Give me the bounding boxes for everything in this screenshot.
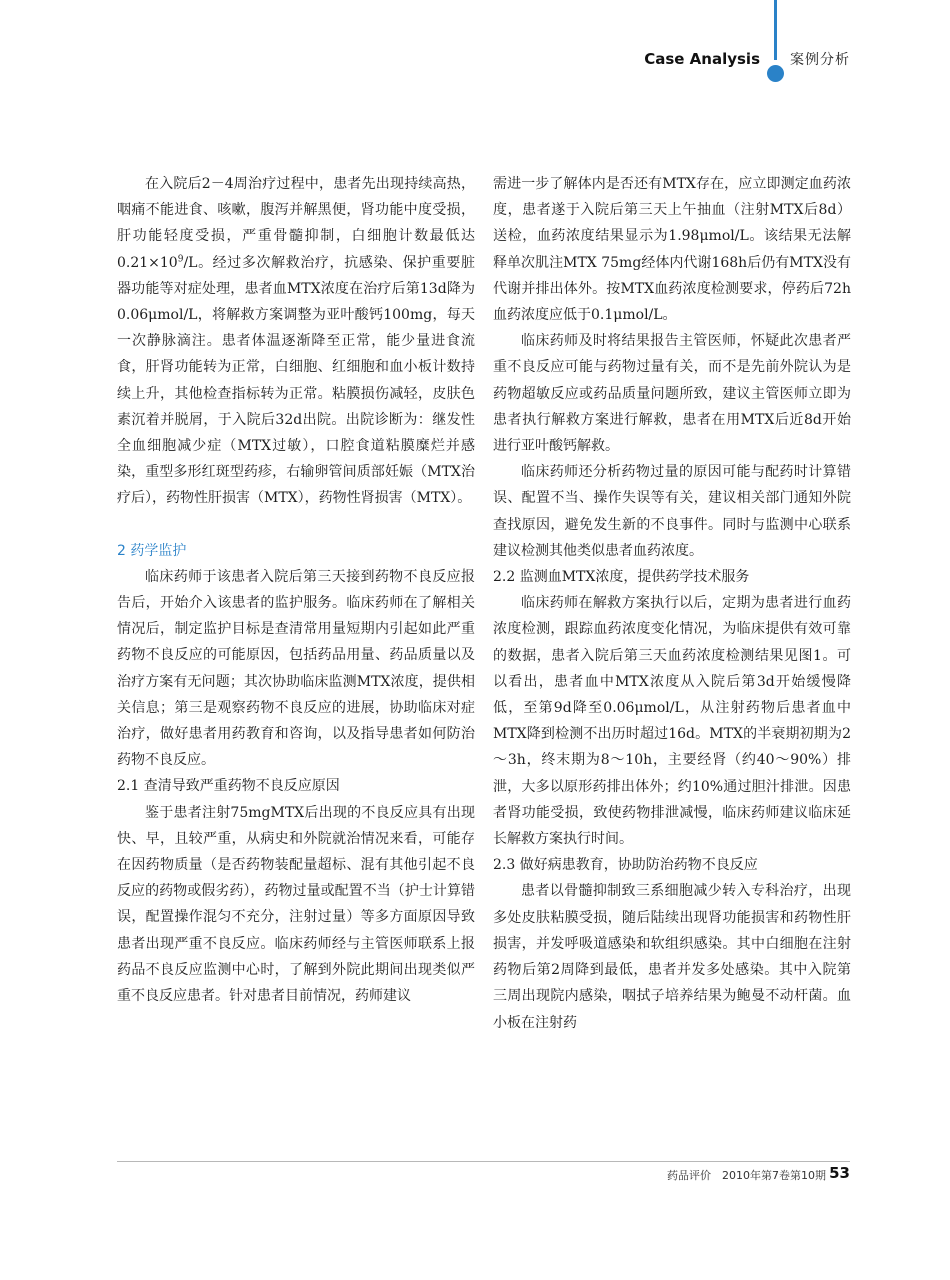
right-column: [493, 171, 851, 1036]
paragraph: 临床药师还分析药物过量的原因可能与配药时计算错误、配置不当、操作失误等有关，建议相关部门通知外院查找原因，避免发生新的不良事件。同时与监测中心联系建议检测其他类似患者血药浓度。: [493, 464, 851, 559]
section-heading: 2 药学监护: [117, 542, 187, 559]
paragraph: [117, 171, 475, 512]
paragraph: 鉴于患者注射75mgMTX后出现的不良反应具有出现快、早，且较严重，从病史和外院就治情况来看，可能存在因药物质量（是否药物装配量超标、混有其他引起不良反应的药物或假劣药），药物过量或配置不当（护士计算错误，配置操作混匀不充分，注射过量）等多方面原因导致患者出现严重不良反应。临床药师经与主管医师联系上报药品不良反应监测中心时，了解到外院此期间出现类似严重不良反应患者。针对患者目前情况，药师建议: [117, 804, 475, 1005]
journal-info: 药品评价 2010年第7卷第10期: [667, 1169, 826, 1182]
section-title-cn: 案例分析: [790, 52, 850, 68]
paragraph: 临床药师及时将结果报告主管医师，怀疑此次患者严重不良反应可能与药物过量有关，而不是先前外院认为是药物超敏反应或药品质量问题所致，建议主管医师立即为患者执行解救方案进行解救，患者在用MTX后近8d开始进行亚叶酸钙解救。: [493, 333, 851, 455]
left-column: [117, 171, 475, 1009]
text-span: /L。经过多次解救治疗，抗感染、保护重要脏器功能等对症处理，患者血MTX浓度在治疗后第13d降为0.06μmol/L，将解救方案调整为亚叶酸钙100mg，每天一次静脉滴注。患者体温逐渐降至正常，能少量进食流食，肝肾功能转为正常，白细胞、红细胞和血小板计数持续上升，其他检查指标转为正常。粘膜损伤减轻，皮肤色素沉着并脱屑，于入院后32d出院。出院诊断为：继发性全血细胞减少症（MTX过敏），口腔食道粘膜糜烂并感染，重型多形红斑型药疹，右输卵管间质部妊娠（MTX治疗后），药物性肝损害（MTX），药物性肾损害（MTX）。: [117, 254, 475, 507]
subsection-heading: 2.1 查清导致严重药物不良反应原因: [117, 778, 340, 795]
paragraph: 患者以骨髓抑制致三系细胞减少转入专科治疗，出现多处皮肤粘膜受损，随后陆续出现肾功能损害和药物性肝损害，并发呼吸道感染和软组织感染。其中白细胞在注射药物后第2周降到最低，患者并发多处感染。其中入院第三周出现院内感染，咽拭子培养结果为鲍曼不动杆菌。血小板在注射药: [493, 883, 851, 1031]
subsection-heading: 2.3 做好病患教育，协助防治药物不良反应: [493, 857, 758, 874]
subsection-heading: 2.2 监测血MTX浓度，提供药学技术服务: [493, 569, 750, 586]
paragraph: 临床药师在解救方案执行以后，定期为患者进行血药浓度检测，跟踪血药浓度变化情况，为临床提供有效可靠的数据，患者入院后第三天血药浓度检测结果见图1。可以看出，患者血中MTX浓度从入院后第3d开始缓慢降低，至第9d降至0.06μmol/L，从注射药物后患者血中MTX降到检测不出历时超过16d。MTX的半衰期初期为2～3h，终末期为8～10h，主要经肾（约40～90%）排泄，大多以原形药排出体外；约10%通过胆汁排泄。因患者肾功能受损，致使药物排泄减慢，临床药师建议临床延长解救方案执行时间。: [493, 595, 851, 848]
header-accent-dot: [767, 65, 784, 82]
page-number: 53: [829, 1164, 850, 1182]
superscript: 9: [177, 253, 184, 264]
footer-rule: [117, 1161, 850, 1162]
text-span: 在入院后2－4周治疗过程中，患者先出现持续高热，咽痛不能进食、咳嗽，腹泻并解黑便，肾功能中度受损，肝功能轻度受损，严重骨髓抑制，白细胞计数最低达0.21×10: [117, 176, 475, 271]
paragraph: 需进一步了解体内是否还有MTX存在，应立即测定血药浓度，患者遂于入院后第三天上午抽血（注射MTX后8d）送检，血药浓度结果显示为1.98μmol/L。该结果无法解释单次肌注MTX 75mg经体内代谢168h后仍有MTX没有代谢并排出体外。按MTX血药浓度检测要求，停药后72h血药浓度应低于0.1μmol/L。: [493, 176, 851, 324]
header-accent-line: [774, 0, 777, 60]
section-title-en: Case Analysis: [644, 50, 760, 68]
paragraph: 临床药师于该患者入院后第三天接到药物不良反应报告后，开始介入该患者的监护服务。临床药师在了解相关情况后，制定监护目标是查清常用量短期内引起如此严重药物不良反应的可能原因，包括药品用量、药品质量以及治疗方案有无问题；其次协助临床监测MTX浓度，提供相关信息；第三是观察药物不良反应的进展，协助临床对症治疗，做好患者用药教育和咨询，以及指导患者如何防治药物不良反应。: [117, 568, 475, 769]
